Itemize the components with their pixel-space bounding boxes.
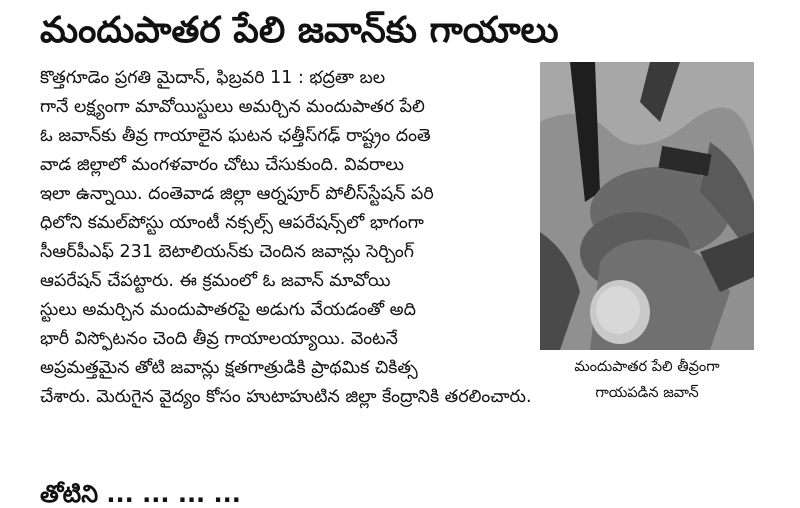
article-body (40, 64, 532, 412)
article-body-line: ఓ జవాన్‌కు తీవ్ర గాయాలైన ఘటన ఛత్తీస్‌గఢ్ రాష్ట్రం దంతె (40, 126, 431, 146)
article-body-line: స్టులు అమర్చిన మందుపాతరపై అడుగు వేయడంతో అది (40, 300, 417, 320)
injured-soldier-photo (540, 62, 754, 350)
article-body-line: చేశారు. మెరుగైన వైద్యం కోసం హుటాహుటిన జిల్లా కేంద్రానికి తరలించారు. (40, 387, 532, 407)
photo-caption (540, 354, 754, 406)
article-body-line: సీఆర్‌పీఎఫ్ 231 బెటాలియన్‌కు చెందిన జవాన్లు సెర్చింగ్ (40, 242, 414, 262)
article-body-line: ఇలా ఉన్నాయి. దంతెవాడ జిల్లా ఆర్నపూర్ పోలీస్‌స్టేషన్ పరి (40, 184, 434, 204)
article-headline: మందుపాతర పేలి జవాన్‌కు గాయాలు (40, 10, 559, 51)
article-body-line: భారీ విస్ఫోటనం చెంది తీవ్ర గాయాలయ్యాయి. వెంటనే (40, 329, 398, 349)
article-body-line: గానే లక్ష్యంగా మావోయిస్టులు అమర్చిన మందుపాతర పేలి (40, 97, 425, 117)
article-body-line: కొత్తగూడెం ప్రగతి మైదాన్, ఫిబ్రవరి 11 : భద్రతా బల (40, 68, 386, 88)
article-body-line: అప్రమత్తమైన తోటి జవాన్లు క్షతగాత్రుడికి ప్రాథమిక చికిత్స (40, 358, 418, 378)
article-body-line: ఆపరేషన్ చేపట్టారు. ఈ క్రమంలో ఓ జవాన్ మావోయి (40, 271, 391, 291)
photo-caption-line: గాయపడిన జవాన్ (595, 385, 699, 401)
news-photo (540, 62, 754, 350)
article-body-line: ధిలోని కమల్‌పోస్టు యాంటీ నక్సల్స్ ఆపరేషన్స్‌లో భాగంగా (40, 213, 424, 233)
next-headline-text: తోటిని ... ... ... ... (40, 480, 241, 508)
photo-caption-line: మందుపాతర పేలి తీవ్రంగా (574, 359, 720, 375)
next-headline-cut (40, 480, 640, 508)
article-body-line: వాడ జిల్లాలో మంగళవారం చోటు చేసుకుంది. వివరాలు (40, 155, 404, 175)
